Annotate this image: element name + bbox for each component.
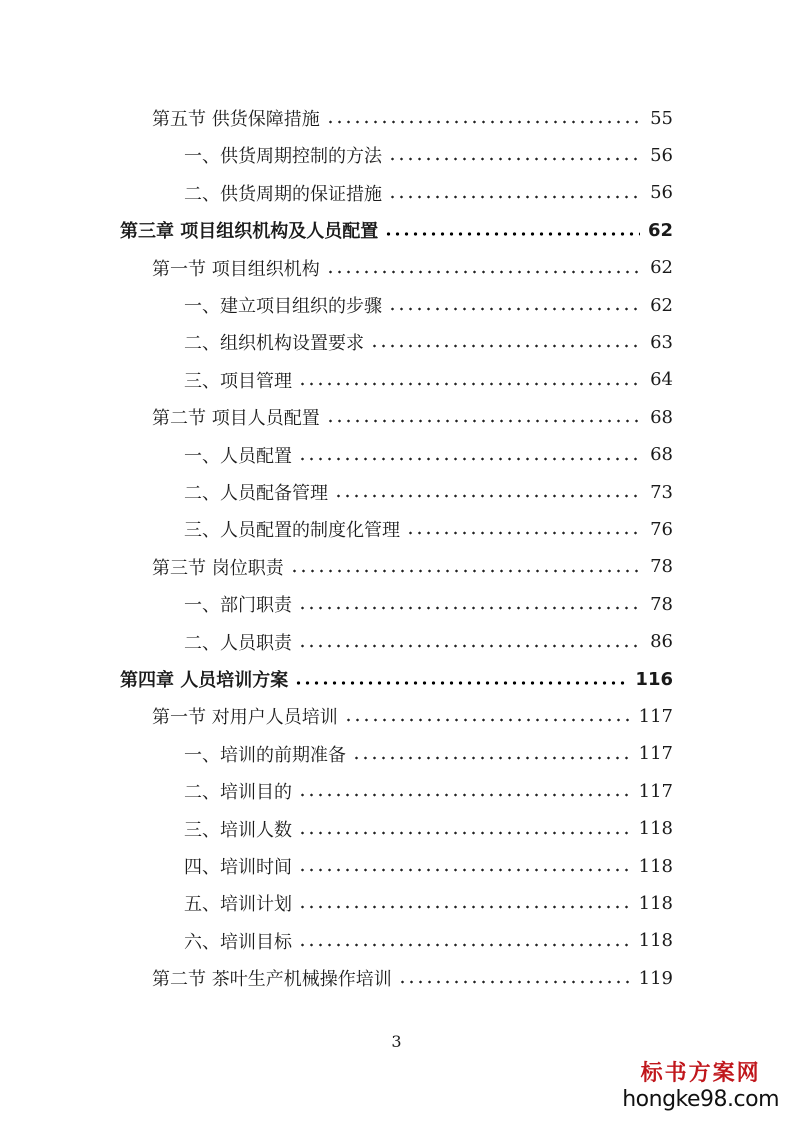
toc-dot-leader: [298, 791, 631, 799]
toc-entry-label: 一、建立项目组织的步骤: [184, 296, 382, 317]
toc-subsection-entry[interactable]: [184, 624, 673, 660]
toc-entry-label: 第二节 项目人员配置: [152, 408, 320, 430]
toc-section-entry[interactable]: [152, 250, 673, 286]
toc-subsection-entry[interactable]: [184, 885, 673, 921]
toc-dot-leader: [298, 455, 642, 463]
toc-entry-label: 二、人员职责: [184, 632, 292, 654]
toc-entry-label: 一、供货周期控制的方法: [184, 146, 382, 168]
toc-dot-leader: [298, 604, 642, 612]
toc-subsection-entry[interactable]: [184, 923, 673, 959]
toc-page-number: 76: [650, 518, 673, 540]
toc-chapter-entry[interactable]: [120, 212, 673, 248]
toc-page-number: 73: [650, 481, 673, 503]
toc-page-number: 68: [650, 444, 673, 466]
toc-page-number: 62: [650, 294, 673, 316]
toc-section-entry[interactable]: [152, 399, 673, 435]
toc-subsection-entry[interactable]: [184, 848, 673, 884]
toc-section-entry[interactable]: [152, 960, 673, 996]
toc-page-number: 117: [638, 705, 673, 727]
toc-section-entry[interactable]: [152, 549, 673, 585]
toc-dot-leader: [326, 417, 642, 425]
toc-dot-leader: [370, 342, 642, 350]
toc-page-number: 62: [650, 257, 673, 279]
toc-entry-label: 第一节 项目组织机构: [152, 258, 320, 280]
toc-subsection-entry[interactable]: [184, 137, 673, 173]
toc-subsection-entry[interactable]: [184, 773, 673, 809]
toc-entry-label: 第四章 人员培训方案: [120, 670, 289, 691]
toc-page-number: 62: [647, 219, 673, 241]
toc-entry-label: 二、供货周期的保证措施: [184, 183, 382, 205]
toc-subsection-entry[interactable]: [184, 511, 673, 547]
toc-entry-label: 六、培训目标: [184, 931, 292, 953]
toc-dot-leader: [352, 754, 631, 762]
toc-page-number: 117: [638, 780, 673, 802]
toc-page-number: 55: [650, 107, 673, 129]
page-number: 3: [391, 1032, 402, 1051]
toc-page-number: 56: [650, 182, 673, 204]
toc-dot-leader: [298, 829, 631, 837]
toc-page-number: 116: [635, 668, 673, 690]
toc-entry-label: 三、人员配置的制度化管理: [184, 520, 400, 542]
toc-page-number: 118: [638, 818, 673, 840]
toc-entry-label: 三、项目管理: [184, 370, 292, 392]
toc-subsection-entry[interactable]: [184, 175, 673, 211]
toc-section-entry[interactable]: [152, 100, 673, 136]
toc-entry-label: 第三节 岗位职责: [152, 557, 284, 579]
toc-page-number: 68: [650, 406, 673, 428]
toc-subsection-entry[interactable]: [184, 736, 673, 772]
toc-dot-leader: [388, 155, 642, 163]
toc-section-entry[interactable]: [152, 698, 673, 734]
toc-page-number: 64: [650, 369, 673, 391]
toc-entry-label: 第五节 供货保障措施: [152, 109, 320, 130]
toc-dot-leader: [298, 380, 642, 388]
toc-entry-label: 三、培训人数: [184, 819, 292, 841]
toc-subsection-entry[interactable]: [184, 362, 673, 398]
toc-page-number: 119: [638, 967, 673, 989]
toc-dot-leader: [344, 716, 631, 724]
toc-page-number: 118: [638, 930, 673, 952]
toc-dot-leader: [298, 866, 631, 874]
toc-page-number: 118: [638, 892, 673, 914]
toc-page-number: 117: [638, 743, 673, 765]
toc-subsection-entry[interactable]: [184, 324, 673, 360]
toc-dot-leader: [398, 978, 631, 986]
toc-entry-label: 二、组织机构设置要求: [184, 333, 364, 355]
toc-subsection-entry[interactable]: [184, 287, 673, 323]
toc-entry-label: 一、部门职责: [184, 595, 292, 617]
toc-dot-leader: [298, 903, 631, 911]
toc-entry-label: 一、培训的前期准备: [184, 744, 346, 766]
toc-dot-leader: [290, 567, 642, 575]
toc-entry-label: 第三章 项目组织机构及人员配置: [120, 221, 379, 243]
watermark-url: hongke98.com: [622, 1087, 779, 1112]
toc-page-number: 118: [638, 855, 673, 877]
toc-dot-leader: [334, 492, 642, 500]
toc-page-number: 63: [650, 331, 673, 353]
toc-dot-leader: [388, 305, 642, 313]
toc-entry-label: 二、人员配备管理: [184, 483, 328, 504]
toc-dot-leader: [298, 941, 631, 949]
toc-dot-leader: [326, 118, 642, 126]
toc-dot-leader: [406, 529, 642, 537]
watermark-title: 标书方案网: [640, 1060, 761, 1086]
watermark-logo: [622, 1056, 779, 1112]
toc-subsection-entry[interactable]: [184, 811, 673, 847]
toc-entry-label: 五、培训计划: [184, 894, 292, 916]
toc-subsection-entry[interactable]: [184, 586, 673, 622]
toc-entry-label: 第二节 茶叶生产机械操作培训: [152, 969, 392, 991]
toc-dot-leader: [298, 642, 642, 650]
toc-chapter-entry[interactable]: [120, 661, 673, 697]
toc-subsection-entry[interactable]: [184, 437, 673, 473]
toc-dot-leader: [294, 679, 627, 687]
toc-page-number: 78: [650, 556, 673, 578]
toc-entry-label: 四、培训时间: [184, 857, 292, 878]
toc-entry-label: 第一节 对用户人员培训: [152, 707, 338, 729]
toc-page-number: 56: [650, 144, 673, 166]
toc-dot-leader: [384, 230, 640, 238]
toc-dot-leader: [326, 268, 642, 276]
toc-page-number: 86: [650, 631, 673, 653]
toc-page-number: 78: [650, 593, 673, 615]
toc-entry-label: 一、人员配置: [184, 445, 292, 467]
toc-entry-label: 二、培训目的: [184, 782, 292, 804]
toc-subsection-entry[interactable]: [184, 474, 673, 510]
toc-dot-leader: [388, 193, 642, 201]
